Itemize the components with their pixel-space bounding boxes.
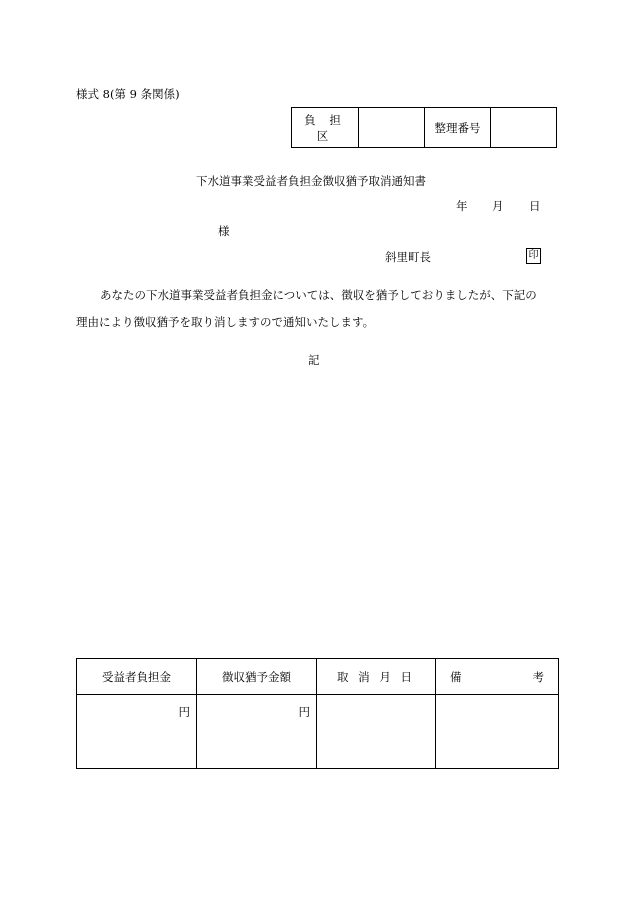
ref-number-field[interactable] <box>491 108 557 148</box>
cell-remarks[interactable] <box>436 695 559 769</box>
yen-unit: 円 <box>178 705 190 719</box>
header-beneficiary-charge: 受益者負担金 <box>77 659 197 695</box>
date-month: 月 <box>492 199 504 213</box>
yen-unit: 円 <box>298 705 310 719</box>
burden-area-field[interactable] <box>359 108 425 148</box>
date-day: 日 <box>529 199 541 213</box>
burden-area-label: 負 担 区 <box>292 108 359 148</box>
ref-number-label: 整理番号 <box>425 108 491 148</box>
body-line-2: 理由により徴収猶予を取り消しますので通知いたします。 <box>76 315 375 329</box>
addressee-suffix: 様 <box>218 224 230 238</box>
form-label: 様式 8(第 9 条関係) <box>76 87 180 101</box>
issuer-name: 斜里町長 <box>385 250 431 264</box>
ki-marker: 記 <box>308 353 320 367</box>
body-line-1: あなたの下水道事業受益者負担金については、徴収を猶予しておりましたが、下記の <box>100 288 537 302</box>
cell-deferred-amount[interactable] <box>197 695 317 769</box>
body-paragraph <box>76 282 558 336</box>
header-remarks-char-2: 考 <box>532 669 544 684</box>
cell-beneficiary-charge[interactable] <box>77 695 197 769</box>
document-title: 下水道事業受益者負担金徴収猶予取消通知書 <box>196 174 426 188</box>
cell-cancel-date[interactable] <box>317 695 436 769</box>
header-deferred-amount: 徴収猶予金額 <box>197 659 317 695</box>
header-remarks <box>436 659 559 695</box>
header-cancel-date: 取 消 月 日 <box>317 659 436 695</box>
header-table <box>291 107 557 148</box>
cancellation-table <box>76 658 559 769</box>
header-remarks-char-1: 備 <box>450 669 462 684</box>
date-year: 年 <box>456 199 468 213</box>
seal-stamp: 印 <box>526 248 541 264</box>
